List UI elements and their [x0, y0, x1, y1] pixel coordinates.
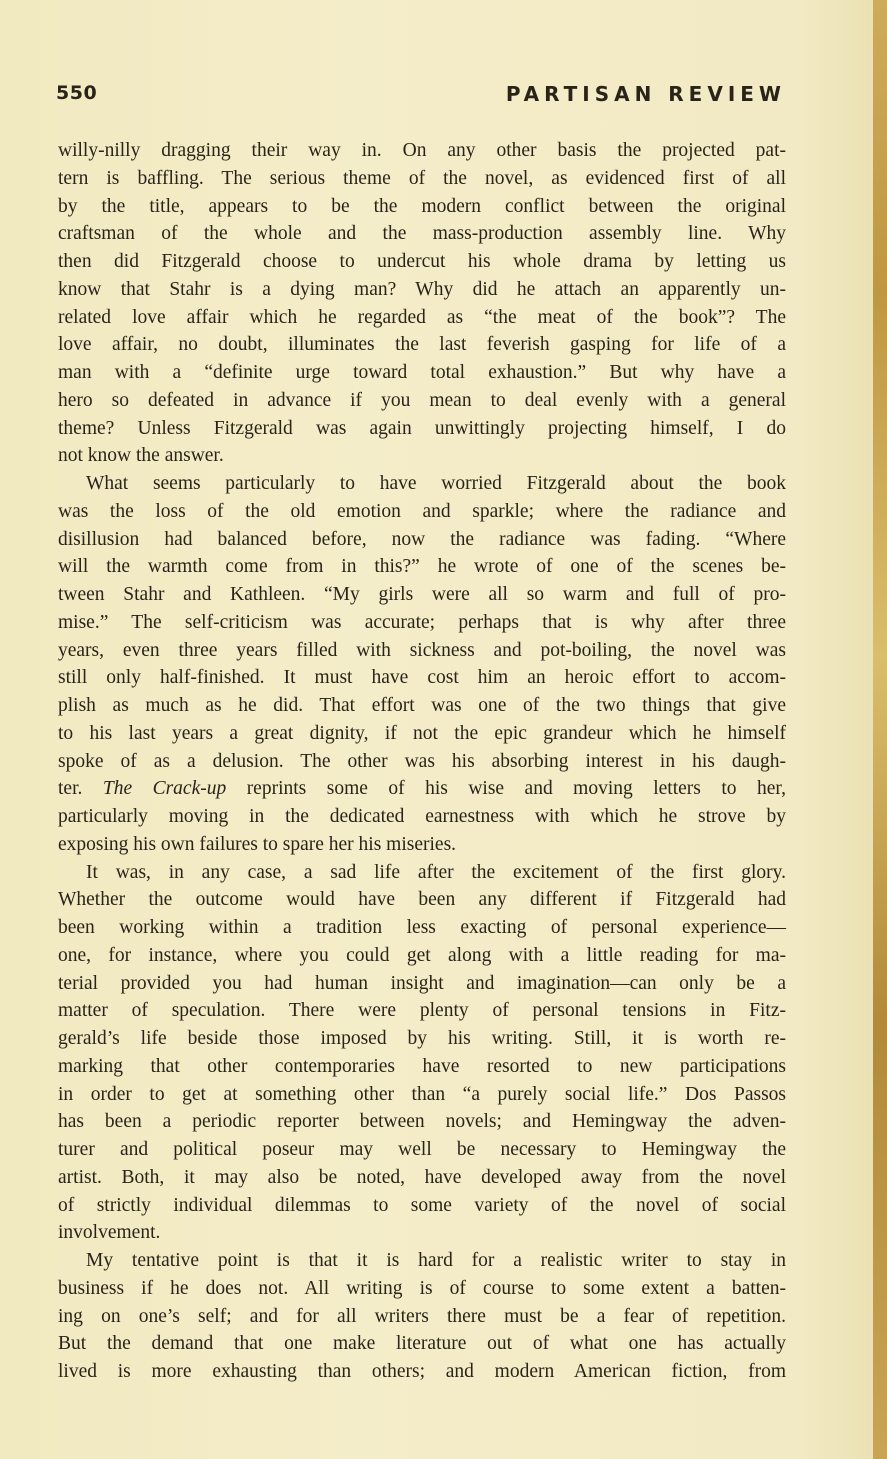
text-line: one, for instance, where you could get along with a little reading for ma- — [58, 944, 786, 966]
text-line: spoke of as a delusion. The other was his absorbing interest in his daugh- — [58, 750, 786, 772]
text-line: marking that other contemporaries have resorted to new participations — [58, 1055, 786, 1077]
text-line: been working within a tradition less exacting of personal experience— — [58, 917, 786, 938]
text-line: ing on one’s self; and for all writers there must be a fear of repetition. — [58, 1305, 786, 1327]
text-line: know that Stahr is a dying man? Why did he attach an apparently un- — [58, 278, 786, 300]
text-line: by the title, appears to be the modern conflict between the original — [58, 195, 786, 217]
text-line: theme? Unless Fitzgerald was again unwittingly projecting himself, I do — [58, 417, 786, 439]
text-line: mise.” The self-criticism was accurate; perhaps that is why after three — [58, 611, 786, 633]
text-line: has been a periodic reporter between novels; and Hemingway the adven- — [58, 1111, 786, 1133]
text-line: will the warmth come from in this?” he wrote of one of the scenes be- — [58, 556, 786, 578]
text-line: plish as much as he did. That effort was one of the two things that give — [58, 695, 786, 716]
text-line: matter of speculation. There were plenty of personal tensions in Fitz- — [58, 1000, 786, 1022]
text-line: of strictly individual dilemmas to some variety of the novel of social — [58, 1194, 786, 1216]
text-line: Whether the outcome would have been any different if Fitzgerald had — [58, 889, 786, 911]
text-line: love affair, no doubt, illuminates the last feverish gasping for life of a — [58, 334, 786, 356]
text-line: was the loss of the old emotion and sparkle; where the radiance and — [58, 500, 786, 522]
text-line: then did Fitzgerald choose to undercut his whole drama by letting us — [58, 251, 786, 272]
article-body — [58, 137, 786, 1386]
journal-title: PARTISAN REVIEW — [505, 82, 786, 106]
text-line: lived is more exhausting than others; and modern American fiction, from — [58, 1361, 786, 1382]
book-title: The Crack-up — [102, 778, 227, 800]
text-line: It was, in any case, a sad life after the excitement of the first glory. — [86, 861, 786, 883]
text-line: But the demand that one make literature out of what one has actually — [58, 1333, 786, 1355]
text-segment: reprints some of his wise and moving letters to her, — [226, 778, 786, 800]
page-edge — [873, 0, 887, 1459]
text-segment: ter. — [58, 778, 103, 800]
text-line: terial provided you had human insight and imagination—can only be a — [58, 972, 786, 994]
text-line: artist. Both, it may also be noted, have developed away from the novel — [58, 1166, 786, 1188]
text-line: What seems particularly to have worried Fitzgerald about the book — [86, 473, 786, 494]
text-line: particularly moving in the dedicated earnestness with which he strove by — [58, 806, 786, 827]
text-line: hero so defeated in advance if you mean to deal evenly with a general — [58, 389, 786, 411]
text-line: disillusion had balanced before, now the radiance was fading. “Where — [58, 528, 786, 550]
text-line: turer and political poseur may well be necessary to Hemingway the — [58, 1139, 786, 1160]
text-line: tern is baffling. The serious theme of the novel, as evidenced first of all — [58, 167, 786, 189]
text-line: involvement. — [58, 1222, 161, 1244]
text-line: tween Stahr and Kathleen. “My girls were all so warm and full of pro- — [58, 584, 786, 605]
text-line: years, even three years filled with sickness and pot-boiling, the novel was — [58, 639, 786, 661]
text-line: exposing his own failures to spare her his miseries. — [58, 833, 457, 855]
page-number: 550 — [56, 82, 98, 104]
text-line: business if he does not. All writing is of course to some extent a batten- — [58, 1277, 786, 1299]
text-line — [58, 775, 786, 803]
text-line: related love affair which he regarded as “the meat of the book”? The — [58, 306, 786, 328]
text-line: in order to get at something other than “a purely social life.” Dos Passos — [58, 1083, 786, 1105]
text-line: My tentative point is that it is hard for a realistic writer to stay in — [86, 1250, 786, 1271]
running-header — [56, 82, 786, 112]
text-line: man with a “definite urge toward total exhaustion.” But why have a — [58, 362, 786, 383]
text-line: willy-nilly dragging their way in. On any other basis the projected pat- — [58, 140, 786, 161]
text-line: not know the answer. — [58, 445, 224, 467]
text-line: gerald’s life beside those imposed by his writing. Still, it is worth re- — [58, 1028, 786, 1049]
text-line: to his last years a great dignity, if not the epic grandeur which he himself — [58, 722, 786, 744]
text-line: craftsman of the whole and the mass-production assembly line. Why — [58, 223, 786, 245]
text-line: still only half-finished. It must have cost him an heroic effort to accom- — [58, 667, 786, 689]
